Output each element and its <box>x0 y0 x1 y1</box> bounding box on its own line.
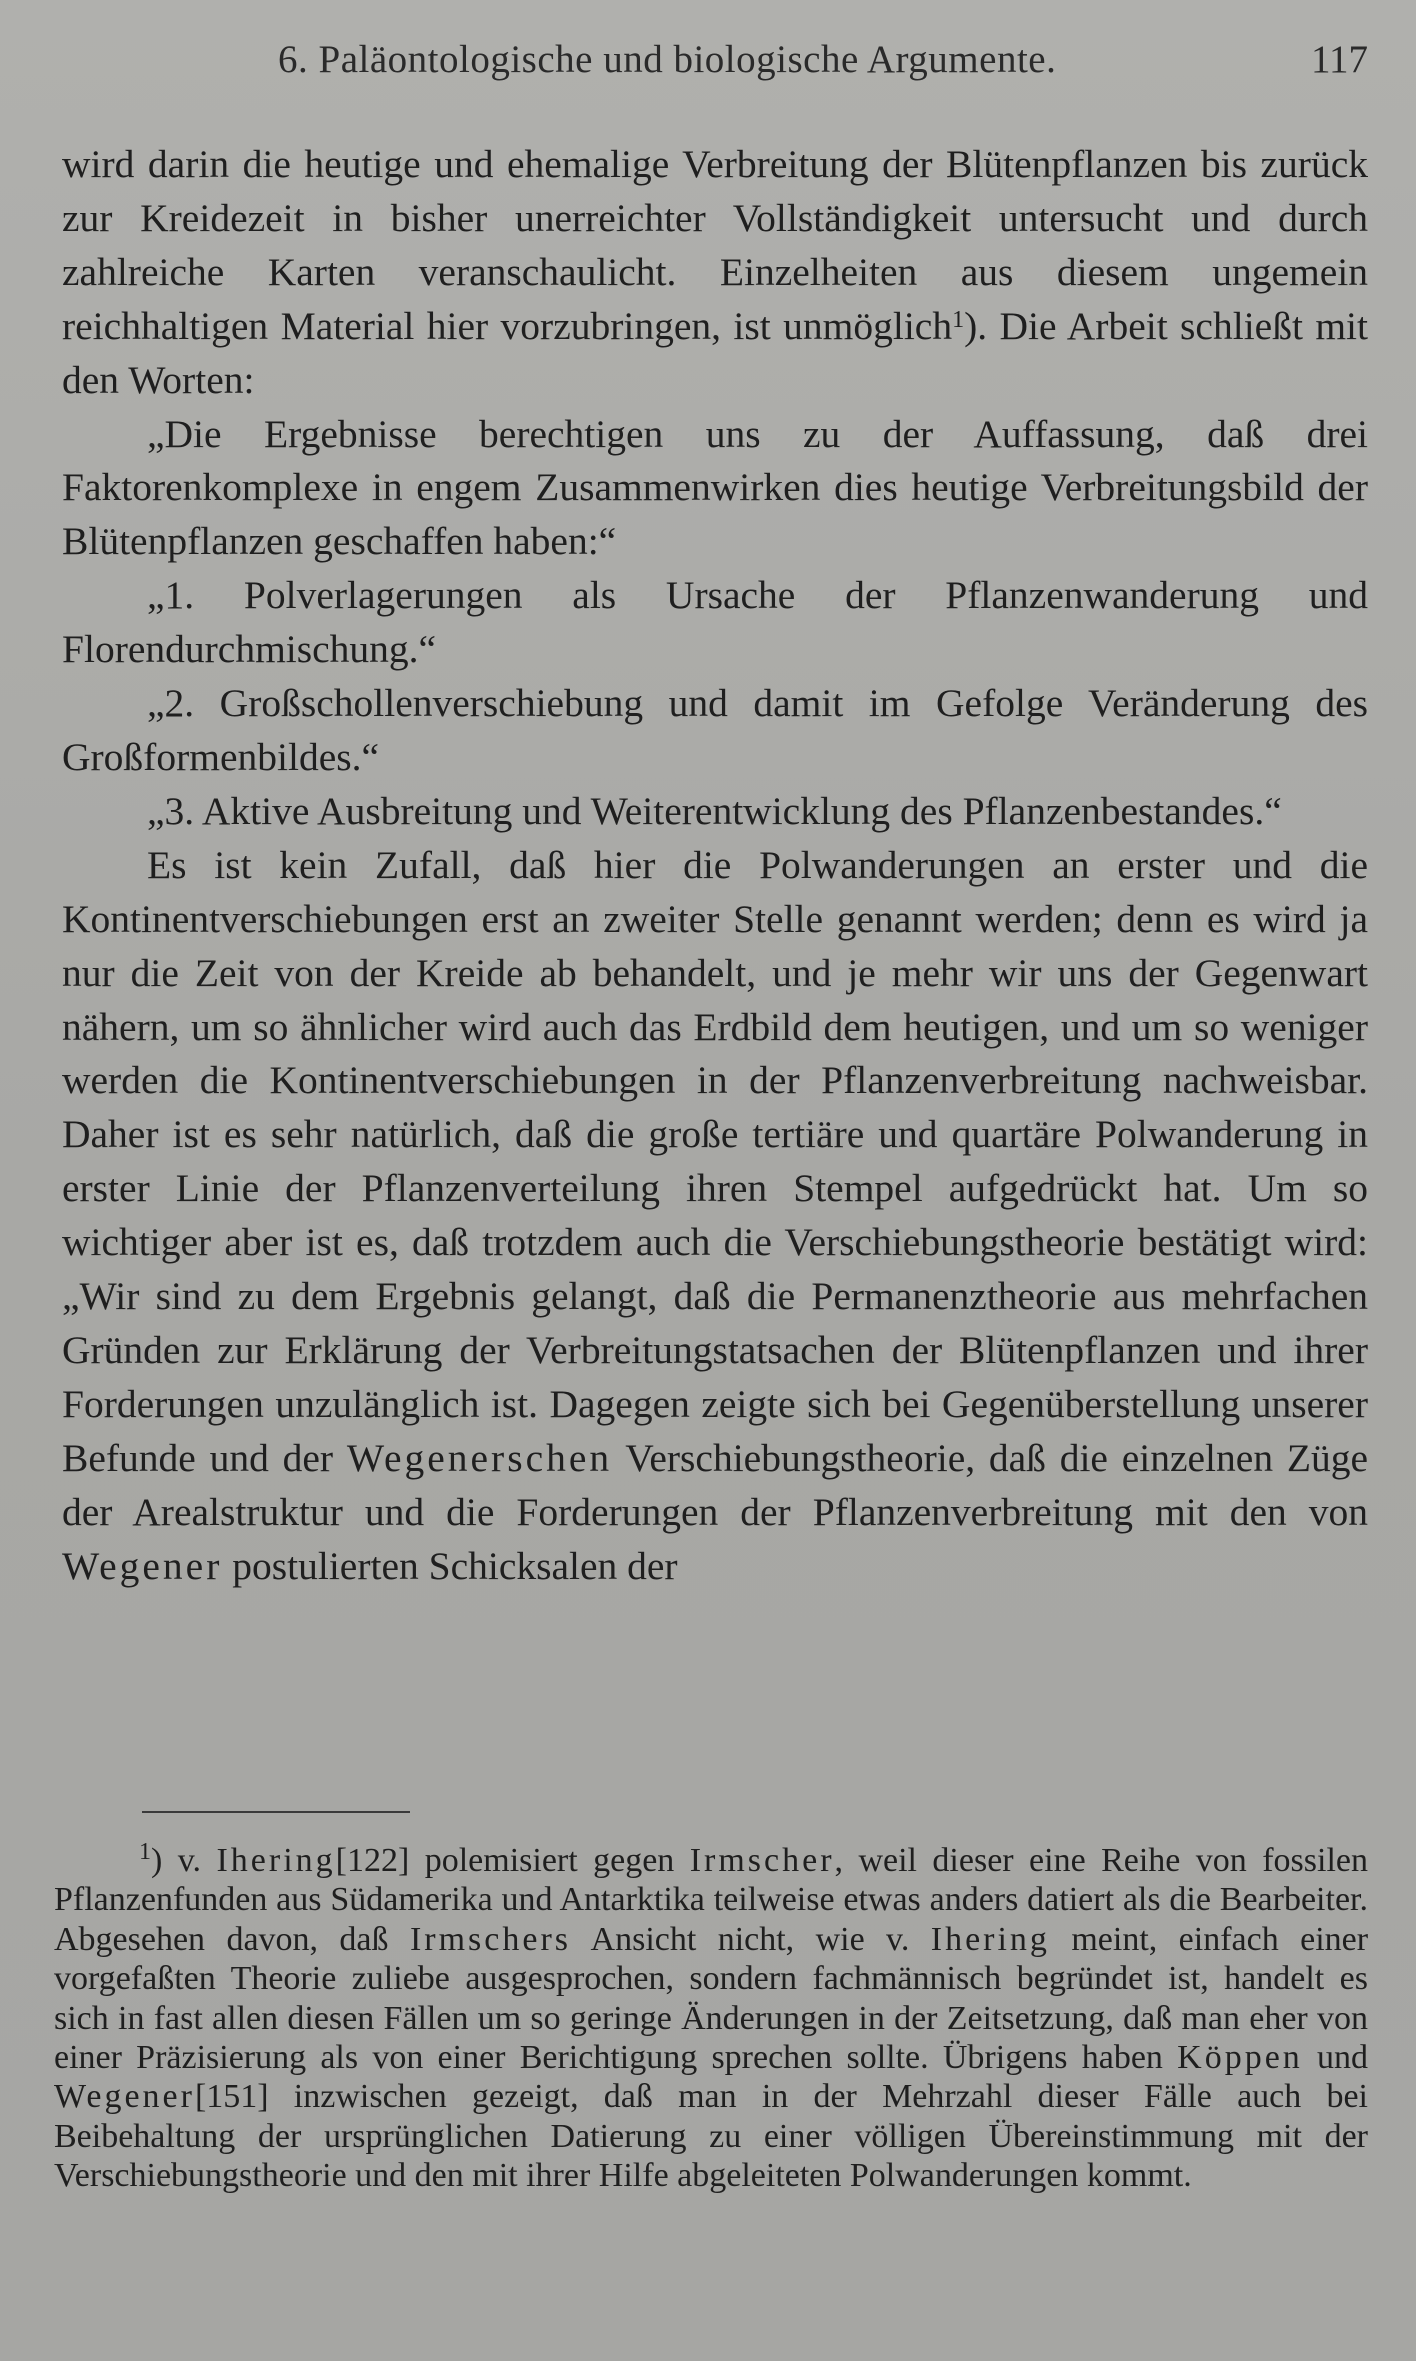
paragraph-text: wird darin die heutige und ehemalige Verbreitung der Blütenpflanzen bis zurück zur Kreidezeit in bisher unerreichter Vollständigkeit untersucht und durch zahlreiche Karten veranschaulicht. Einzelheiten aus diesem ungemein reichhaltigen Material hier vorzubringen, ist unmöglich <box>62 142 1368 348</box>
footnote-text-part: , weil dieser eine Reihe von fossilen Pflanzenfunden aus Südamerika und Antarktika teilweise etwas anders datiert als die Bearbeiter. Abgesehen davon, daß <box>54 1842 1368 1958</box>
footnote-text-part: Ansicht nicht, wie v. <box>590 1920 910 1958</box>
author-name-spaced: Wegener <box>62 1543 223 1588</box>
footnote-separator <box>142 1811 410 1813</box>
quote-item-2: „2. Großschollenverschiebung und damit im Gefolge Veränderung des Großformenbildes.“ <box>62 681 1368 779</box>
paragraph-text: postulierten Schicksalen der <box>232 1543 678 1588</box>
running-title: 6. Paläontologische und biologische Argumente. <box>278 38 1057 81</box>
footnote-number: 1 <box>139 1839 151 1865</box>
page-number: 117 <box>1310 38 1368 81</box>
footnote-text-part: [122] polemisiert gegen <box>335 1842 675 1879</box>
author-name-spaced: Wegenerschen <box>346 1435 613 1480</box>
author-name-spaced: Köppen <box>1177 2039 1303 2077</box>
footnote <box>54 1841 1368 2196</box>
paragraph-text: Verschiebungstheorie, daß die einzelnen Züge der Arealstruktur und die Forderungen der Pflanzenverbreitung mit den von <box>62 1435 1369 1534</box>
author-name-spaced: Ihering <box>930 1920 1050 1958</box>
author-name-spaced: Ihering <box>216 1842 336 1879</box>
paragraph-text: Es ist kein Zufall, daß hier die Polwanderungen an erster und die Kontinentverschiebungen erst an zweiter Stelle genannt werden; denn es wird ja nur die Zeit von der Kreide ab behandelt, und je mehr wir uns der Gegenwart nähern, um so ähnlicher wird auch das Erdbild dem heutigen, und um so weniger werden die Kontinentverschiebungen in der Pflanzenverbreitung nachweisbar. Daher ist es sehr natürlich, daß die große tertiäre und quartäre Polwanderung in erster Linie der Pflanzenverteilung ihren Stempel aufgedrückt hat. Um so wichtiger aber ist es, daß trotzdem auch die Verschiebungstheorie bestätigt wird: „Wir sind zu dem Ergebnis gelangt, daß die Permanenztheorie aus mehrfachen Gründen zur Erklärung der Verbreitungstatsachen der Blütenpflanzen und ihrer Forderungen unzulänglich ist. Dagegen zeigte sich bei Gegenüberstellung unserer Befunde und der <box>62 842 1368 1480</box>
footnote-text-part: ) v. <box>151 1842 202 1879</box>
author-name-spaced: Wegener <box>54 2078 195 2116</box>
footnote-text-part: meint, einfach einer vorgefaßten Theorie zuliebe ausgesprochen, sondern fachmännisch begründet ist, handelt es sich in fast allen diesen Fällen um so geringe Änderungen in der Zeitsetzung, daß man eher von einer Präzisierung als von einer Berichtigung sprechen sollte. Übrigens haben <box>54 1920 1369 2077</box>
footnote-text-part: [151] inzwischen gezeigt, daß man in der Mehrzahl dieser Fälle auch bei Beibehaltung der ursprünglichen Datierung zu einer völligen Übereinstimmung mit der Verschiebungstheorie und den mit ihrer Hilfe abgeleiteten Polwanderungen kommt. <box>54 2078 1368 2195</box>
author-name-spaced: Irmscher <box>689 1842 835 1879</box>
footnote-text <box>54 1841 1368 2196</box>
paragraph-2 <box>62 839 1368 1594</box>
main-text <box>62 138 1368 1593</box>
quote-intro: „Die Ergebnisse berechtigen uns zu der Auffassung, daß drei Faktorenkomplexe in engem Zusammenwirken dies heutige Verbreitungsbild der Blütenpflanzen geschaffen haben:“ <box>62 411 1368 564</box>
author-name-spaced: Irmschers <box>409 1920 571 1958</box>
paragraph-text: ). Die Arbeit schließt mit den Worten: <box>62 303 1368 402</box>
footnote-text-part: und <box>1317 2039 1369 2077</box>
paragraph-1 <box>62 138 1368 408</box>
quote-item-1: „1. Polverlagerungen als Ursache der Pflanzenwanderung und Florendurchmischung.“ <box>62 573 1368 672</box>
footnote-marker[interactable]: 1 <box>952 306 965 333</box>
quote-item-3: „3. Aktive Ausbreitung und Weiterentwicklung des Pflanzenbestandes.“ <box>147 788 1282 833</box>
